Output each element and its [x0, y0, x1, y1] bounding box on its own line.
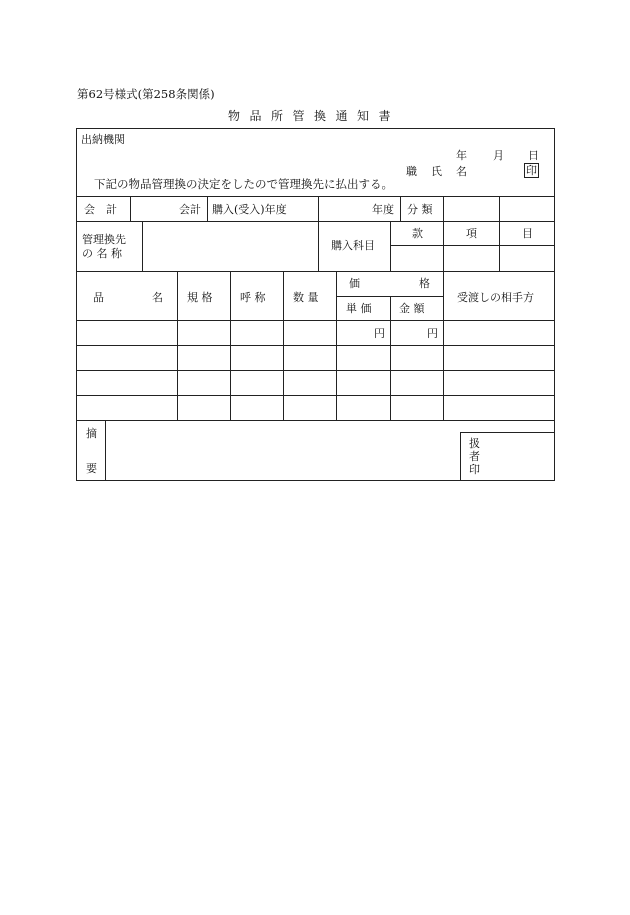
rule-rm-v2 [460, 432, 461, 481]
rule-it-v1 [177, 271, 178, 420]
unit-price-yen: 円 [374, 327, 385, 340]
account-label: 会 計 [84, 203, 117, 216]
surname-label: 氏 [431, 165, 442, 178]
recipient-header: 受渡しの相手方 [457, 291, 534, 304]
amount-yen: 円 [427, 327, 438, 340]
moku-label: 目 [522, 227, 533, 240]
classification-label: 分 類 [407, 203, 433, 216]
rule-tr-v2 [318, 221, 319, 271]
seal-stamp [524, 163, 539, 178]
rule-account-bottom [76, 221, 555, 222]
rule-tr-v1 [142, 221, 143, 271]
rule-header-bottom [76, 196, 555, 197]
rule-item-row-1 [76, 345, 555, 346]
price-header-2: 格 [419, 277, 430, 290]
amount-header: 金 額 [399, 302, 425, 315]
remarks-label-2: 要 [86, 462, 97, 475]
position-label: 職 [406, 165, 417, 178]
kan-label: 款 [412, 227, 423, 240]
statement-text: 下記の物品管理換の決定をしたので管理換先に払出する。 [94, 177, 393, 191]
rule-acc-v5 [443, 196, 444, 221]
rule-tr-v5 [499, 221, 500, 271]
unit-price-header: 単 価 [346, 302, 372, 315]
destination-label-line1: 管理換先 [82, 233, 126, 246]
remarks-label-1: 摘 [86, 427, 97, 440]
rule-acc-v6 [499, 196, 500, 221]
kou-label: 項 [466, 227, 477, 240]
rule-kan-bottom [390, 245, 555, 246]
rule-acc-v3 [318, 196, 319, 221]
rule-item-row-3 [76, 395, 555, 396]
quantity-header: 数 量 [293, 291, 319, 304]
rule-rm-v1 [105, 420, 106, 481]
rule-items-bottom [76, 420, 555, 421]
rule-tr-v3 [390, 221, 391, 271]
rule-handler-top [460, 432, 555, 433]
year-label: 年 [456, 149, 467, 162]
day-label: 日 [528, 149, 539, 162]
rule-tr-v4 [443, 221, 444, 271]
rule-it-v6 [443, 271, 444, 420]
issuing-office-label: 出納機関 [81, 133, 125, 146]
account-suffix: 会計 [179, 203, 201, 216]
item-name-header-2: 名 [152, 291, 163, 304]
spec-header: 規 格 [187, 291, 213, 304]
document-title: 物品所管換通知書 [228, 109, 401, 123]
rule-it-v3 [283, 271, 284, 420]
rule-transfer-bottom [76, 271, 555, 272]
year-suffix: 年度 [372, 203, 394, 216]
rule-item-row-2 [76, 370, 555, 371]
rule-acc-v2 [207, 196, 208, 221]
rule-items-head-bottom [76, 320, 555, 321]
seal-label: 印 [526, 164, 537, 177]
form-number: 第62号様式(第258条関係) [77, 87, 215, 101]
given-name-label: 名 [456, 165, 467, 178]
handler-label-1: 扱 [469, 437, 480, 450]
rule-it-v4 [336, 271, 337, 420]
handler-label-3: 印 [469, 463, 480, 476]
rule-acc-v4 [400, 196, 401, 221]
destination-label-line2: の 名 称 [82, 247, 122, 260]
month-label: 月 [493, 149, 504, 162]
price-header-1: 価 [349, 277, 360, 290]
purchase-item-label: 購入科目 [331, 239, 375, 252]
purchase-year-label: 購入(受入)年度 [212, 203, 287, 216]
rule-it-v2 [230, 271, 231, 420]
unit-header: 呼 称 [240, 291, 266, 304]
rule-it-v5 [390, 296, 391, 420]
handler-label-2: 者 [469, 450, 480, 463]
rule-acc-v1 [130, 196, 131, 221]
item-name-header-1: 品 [93, 291, 104, 304]
